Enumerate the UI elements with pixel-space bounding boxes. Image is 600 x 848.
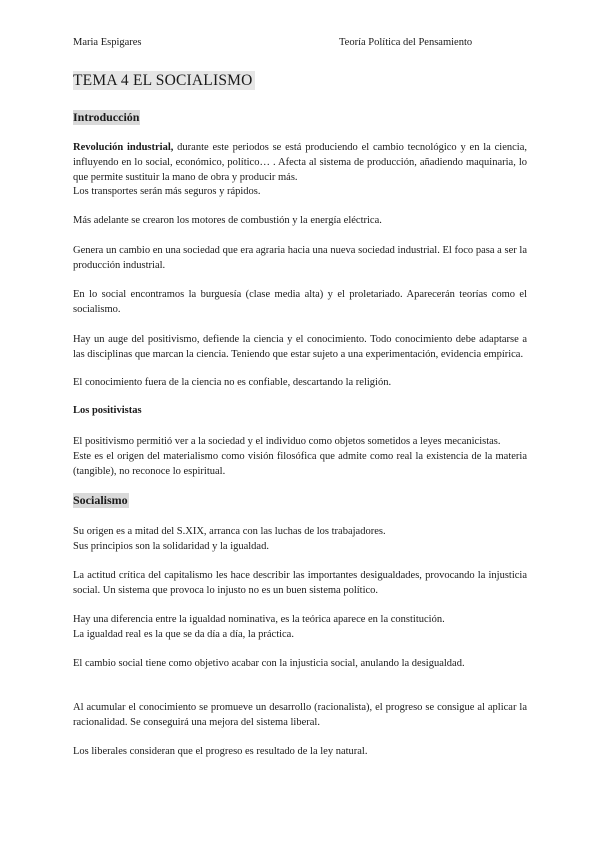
paragraph-materialismo: Este es el origen del materialismo como visión filosófica que admite como real la existencia de la materia (tangible), no reconoce lo espiritual. [73, 451, 527, 477]
paragraph-igualdad-real: La igualdad real es la que se da día a día, la práctica. [73, 629, 294, 640]
paragraph-revolucion-industrial [73, 141, 527, 185]
paragraph-positivismo-sociedad: El positivismo permitió ver a la sociedad y el individuo como objetos sometidos a leyes mecanicistas. [73, 436, 501, 447]
paragraph-principios: Sus principios son la solidaridad y la igualdad. [73, 541, 269, 552]
paragraph-igualdad-nominativa: Hay una diferencia entre la igualdad nominativa, es la teórica aparece en la constitución. [73, 614, 445, 625]
paragraph-conocimiento-progreso: Al acumular el conocimiento se promueve un desarrollo (racionalista), el progreso se consigue al aplicar la racionalidad. Se conseguirá una mejora del sistema liberal. [73, 702, 527, 728]
paragraph-positivismo: Hay un auge del positivismo, defiende la ciencia y el conocimiento. Todo conocimiento debe adaptarse a las disciplinas que marcan la ciencia. Teniendo que estar sujeto a una experimentación, evidencia empírica. [73, 334, 527, 360]
paragraph-transportes: Los transportes serán más seguros y rápidos. [73, 186, 261, 197]
paragraph-text: durante este periodos se está produciendo el cambio tecnológico y en la ciencia, influyendo en lo social, económico, político… . Afecta al sistema de producción, añadiendo maquinaria, lo que permite sustituir la mano de obra y producir más. [73, 142, 527, 183]
paragraph-origen: Su origen es a mitad del S.XIX, arranca con las luchas de los trabajadores. [73, 526, 386, 537]
paragraph-conocimiento: El conocimiento fuera de la ciencia no es confiable, descartando la religión. [73, 377, 392, 388]
paragraph-cambio-social: El cambio social tiene como objetivo acabar con la injusticia social, anulando la desigualdad. [73, 658, 465, 669]
header-course: Teoría Política del Pensamiento [339, 37, 473, 48]
paragraph-actitud-critica: La actitud crítica del capitalismo les hace describir las importantes desigualdades, provocando la injusticia social. Un sistema que provoca lo injusto no es un buen sistema político. [73, 570, 527, 596]
document-title: TEMA 4 EL SOCIALISMO [73, 72, 253, 89]
header-author: Maria Espigares [73, 37, 142, 48]
heading-socialismo: Socialismo [73, 493, 128, 507]
paragraph-liberales: Los liberales consideran que el progreso es resultado de la ley natural. [73, 746, 368, 757]
subheading-positivistas: Los positivistas [73, 405, 142, 416]
paragraph-motores: Más adelante se crearon los motores de combustión y la energía eléctrica. [73, 215, 382, 226]
bold-lead-revolucion: Revolución industrial, [73, 142, 174, 153]
heading-introduccion: Introducción [73, 110, 140, 124]
paragraph-cambio-sociedad: Genera un cambio en una sociedad que era agraria hacia una nueva sociedad industrial. El foco pasa a ser la producción industrial. [73, 245, 527, 271]
paragraph-burguesia: En lo social encontramos la burguesía (clase media alta) y el proletariado. Aparecerán teorías como el socialismo. [73, 289, 527, 315]
